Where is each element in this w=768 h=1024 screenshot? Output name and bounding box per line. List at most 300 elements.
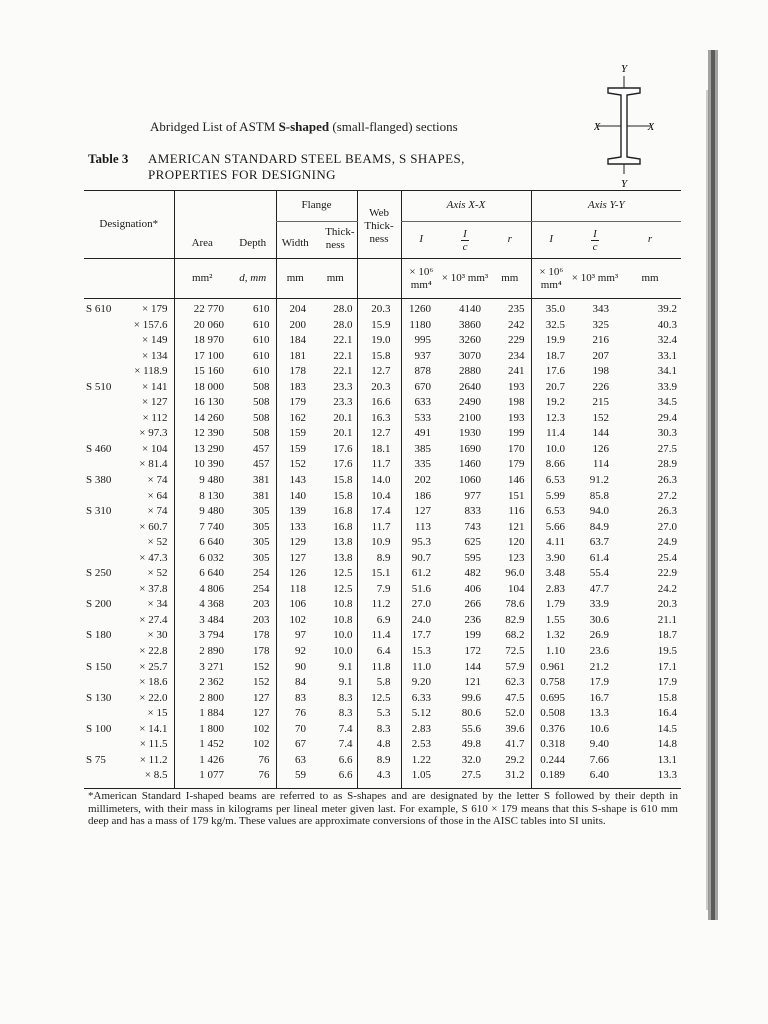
cell-y-ic: 84.9 bbox=[589, 520, 610, 533]
cell-y-ic: 10.6 bbox=[589, 722, 610, 735]
cell-y-r: 21.1 bbox=[657, 613, 678, 626]
designation-size: × 118.9 bbox=[134, 365, 168, 378]
cell-area: 12 390 bbox=[193, 427, 224, 440]
cell-x-ic: 80.6 bbox=[461, 707, 482, 720]
cell-x-ic: 977 bbox=[464, 489, 482, 502]
cell-x-ic: 1060 bbox=[459, 474, 482, 487]
cell-thickness: 20.1 bbox=[333, 427, 353, 440]
designation-cell bbox=[86, 535, 174, 551]
cell-area: 16 130 bbox=[193, 396, 224, 409]
cell-y-i: 0.961 bbox=[540, 660, 566, 673]
cell-y-r: 34.5 bbox=[657, 396, 678, 409]
cell-width: 118 bbox=[289, 582, 306, 595]
cell-y-i: 0.758 bbox=[540, 676, 566, 689]
cell-x-ic: 743 bbox=[464, 520, 482, 533]
cell-area: 1 452 bbox=[199, 738, 224, 751]
cell-area: 2 362 bbox=[199, 676, 224, 689]
header-y-i: I bbox=[531, 222, 571, 259]
cell-x-i: 937 bbox=[414, 349, 432, 362]
header-axis-yy: Axis Y-Y bbox=[531, 191, 681, 222]
cell-x-i: 27.0 bbox=[411, 598, 432, 611]
cell-area: 1 800 bbox=[199, 722, 224, 735]
cell-y-ic: 7.66 bbox=[589, 753, 610, 766]
cell-web: 15.9 bbox=[371, 318, 391, 331]
cell-x-i: 335 bbox=[414, 458, 432, 471]
cell-depth: 127 bbox=[253, 691, 270, 704]
cell-y-ic: 114 bbox=[592, 458, 610, 471]
cell-width: 126 bbox=[289, 567, 306, 580]
cell-x-i: 61.2 bbox=[411, 567, 432, 580]
cell-x-i: 6.33 bbox=[411, 691, 432, 704]
cell-depth: 305 bbox=[253, 520, 270, 533]
cell-depth: 610 bbox=[253, 349, 270, 362]
col-x-r bbox=[489, 299, 531, 789]
designation-cell bbox=[86, 473, 174, 489]
cell-width: 90 bbox=[295, 660, 306, 673]
designation-cell bbox=[86, 768, 174, 784]
cell-web: 10.9 bbox=[371, 536, 391, 549]
cell-width: 181 bbox=[289, 349, 306, 362]
cell-y-ic: 63.7 bbox=[589, 536, 610, 549]
cell-x-r: 39.6 bbox=[505, 722, 525, 735]
cell-thickness: 10.0 bbox=[333, 645, 353, 658]
cell-x-ic: 3260 bbox=[459, 334, 482, 347]
designation-size: × 179 bbox=[142, 303, 168, 315]
col-width bbox=[276, 299, 314, 789]
unit-width: mm bbox=[276, 259, 314, 299]
cell-web: 11.7 bbox=[371, 520, 391, 533]
cell-y-r: 28.9 bbox=[657, 458, 678, 471]
unit-y-r: mm bbox=[641, 271, 659, 284]
cell-thickness: 12.5 bbox=[333, 567, 353, 580]
cell-x-i: 15.3 bbox=[411, 645, 432, 658]
designation-size: × 27.4 bbox=[139, 613, 168, 626]
cell-y-ic: 144 bbox=[592, 427, 610, 440]
designation-size: × 34 bbox=[147, 598, 168, 611]
cell-thickness: 20.1 bbox=[333, 411, 353, 424]
cell-thickness: 12.5 bbox=[333, 582, 353, 595]
cell-y-i: 35.0 bbox=[545, 303, 566, 315]
cell-area: 22 770 bbox=[193, 303, 224, 315]
cell-x-ic: 27.5 bbox=[461, 769, 482, 782]
cell-y-r: 18.7 bbox=[657, 629, 678, 642]
cell-y-ic: 55.4 bbox=[589, 567, 610, 580]
cell-area: 4 806 bbox=[199, 582, 224, 595]
header-thickness bbox=[314, 222, 357, 259]
col-designation bbox=[84, 299, 174, 789]
cell-x-i: 95.3 bbox=[411, 536, 432, 549]
header-axis-xx: Axis X-X bbox=[401, 191, 531, 222]
col-x-ic bbox=[441, 299, 489, 789]
cell-web: 20.3 bbox=[371, 380, 391, 393]
cell-thickness: 17.6 bbox=[333, 458, 353, 471]
cell-x-ic: 199 bbox=[464, 629, 482, 642]
col-y-ic bbox=[571, 299, 619, 789]
designation-size: × 127 bbox=[142, 396, 168, 409]
cell-width: 159 bbox=[289, 442, 306, 455]
designation-size: × 52 bbox=[147, 536, 168, 549]
cell-width: 106 bbox=[289, 598, 306, 611]
cell-y-ic: 226 bbox=[592, 380, 610, 393]
cell-y-ic: 343 bbox=[592, 303, 610, 315]
cell-y-ic: 6.40 bbox=[589, 769, 610, 782]
cell-x-ic: 482 bbox=[464, 567, 482, 580]
header-web-thick-bottom: ness bbox=[369, 233, 389, 245]
cell-x-i: 385 bbox=[414, 442, 432, 455]
table-label: Table 3 bbox=[88, 151, 129, 166]
header-flange: Flange bbox=[276, 191, 357, 222]
cell-width: 70 bbox=[295, 722, 306, 735]
cell-y-i: 8.66 bbox=[545, 458, 566, 471]
cell-depth: 610 bbox=[253, 365, 270, 378]
beam-properties-table bbox=[84, 190, 681, 789]
cell-x-r: 41.7 bbox=[505, 738, 525, 751]
cell-y-r: 26.3 bbox=[657, 505, 678, 518]
cell-thickness: 22.1 bbox=[333, 334, 353, 347]
designation-cell bbox=[86, 675, 174, 691]
header-web-thick-top: Thick- bbox=[364, 220, 394, 232]
page-heading bbox=[150, 119, 458, 135]
cell-web: 10.4 bbox=[371, 489, 391, 502]
cell-width: 76 bbox=[295, 707, 306, 720]
cell-area: 20 060 bbox=[193, 318, 224, 331]
cell-x-r: 29.2 bbox=[505, 753, 525, 766]
cell-web: 5.8 bbox=[376, 676, 391, 689]
cell-width: 133 bbox=[289, 520, 306, 533]
cell-width: 83 bbox=[295, 691, 306, 704]
designation-size: × 11.2 bbox=[139, 753, 168, 766]
cell-x-r: 104 bbox=[508, 582, 525, 595]
cell-x-r: 47.5 bbox=[505, 691, 525, 704]
col-depth bbox=[230, 299, 276, 789]
cell-web: 16.6 bbox=[371, 396, 391, 409]
cell-y-i: 0.244 bbox=[540, 753, 566, 766]
designation-cell bbox=[86, 753, 174, 769]
cell-web: 12.7 bbox=[371, 365, 391, 378]
cell-area: 10 390 bbox=[193, 458, 224, 471]
unit-web bbox=[357, 259, 401, 299]
header-web bbox=[357, 191, 401, 259]
cell-width: 204 bbox=[289, 303, 306, 315]
cell-area: 18 000 bbox=[193, 380, 224, 393]
cell-thickness: 13.8 bbox=[333, 551, 353, 564]
cell-area: 18 970 bbox=[193, 334, 224, 347]
col-y-r bbox=[619, 299, 681, 789]
units-designation bbox=[84, 259, 174, 299]
header-y-ic bbox=[571, 222, 619, 259]
cell-width: 139 bbox=[289, 505, 306, 518]
cell-y-i: 2.83 bbox=[545, 582, 566, 595]
cell-y-r: 33.9 bbox=[657, 380, 678, 393]
heading-prefix: Abridged List of ASTM bbox=[150, 119, 279, 134]
cell-depth: 610 bbox=[253, 318, 270, 331]
cell-x-r: 193 bbox=[508, 411, 525, 424]
cell-x-ic: 833 bbox=[464, 505, 482, 518]
cell-y-r: 24.9 bbox=[657, 536, 678, 549]
cell-depth: 152 bbox=[253, 660, 270, 673]
designation-cell bbox=[86, 628, 174, 644]
header-y-ic-num: I bbox=[591, 228, 600, 241]
cell-thickness: 28.0 bbox=[333, 303, 353, 315]
designation-prefix: S 610 bbox=[86, 303, 112, 315]
designation-cell bbox=[86, 597, 174, 613]
cell-web: 11.8 bbox=[371, 660, 391, 673]
cell-x-i: 186 bbox=[414, 489, 432, 502]
cell-x-i: 2.83 bbox=[411, 722, 432, 735]
designation-size: × 52 bbox=[147, 567, 168, 580]
scan-edge-shadow bbox=[700, 50, 730, 920]
cell-x-r: 52.0 bbox=[505, 707, 525, 720]
cell-x-ic: 32.0 bbox=[461, 753, 482, 766]
header-area: Area bbox=[174, 191, 230, 259]
header-x-i: I bbox=[401, 222, 441, 259]
cell-y-ic: 26.9 bbox=[589, 629, 610, 642]
cell-x-ic: 2880 bbox=[459, 365, 482, 378]
cell-x-r: 57.9 bbox=[505, 660, 525, 673]
cell-thickness: 13.8 bbox=[333, 536, 353, 549]
cell-y-r: 32.4 bbox=[657, 334, 678, 347]
designation-size: × 22.0 bbox=[139, 691, 168, 704]
cell-y-ic: 16.7 bbox=[589, 691, 610, 704]
cell-area: 3 271 bbox=[199, 660, 224, 673]
cell-depth: 610 bbox=[253, 303, 270, 315]
cell-x-i: 1.05 bbox=[411, 769, 432, 782]
cell-thickness: 16.8 bbox=[333, 520, 353, 533]
unit-y-i: × 10⁶ mm⁴ bbox=[531, 259, 571, 299]
designation-size: × 81.4 bbox=[139, 458, 168, 471]
cell-y-r: 29.4 bbox=[657, 411, 678, 424]
cell-x-i: 9.20 bbox=[411, 676, 432, 689]
cell-x-ic: 121 bbox=[464, 676, 482, 689]
designation-cell bbox=[86, 660, 174, 676]
cell-width: 67 bbox=[295, 738, 306, 751]
designation-cell bbox=[86, 706, 174, 722]
cell-x-r: 241 bbox=[508, 365, 525, 378]
designation-cell bbox=[86, 318, 174, 334]
cell-area: 6 640 bbox=[199, 567, 224, 580]
cell-x-i: 127 bbox=[414, 505, 432, 518]
designation-cell bbox=[86, 411, 174, 427]
designation-size: × 104 bbox=[142, 442, 168, 455]
cell-thickness: 6.6 bbox=[338, 753, 353, 766]
cell-y-i: 12.3 bbox=[545, 411, 566, 424]
heading-suffix: (small-flanged) sections bbox=[329, 119, 458, 134]
cell-depth: 152 bbox=[253, 676, 270, 689]
designation-prefix: S 250 bbox=[86, 567, 112, 580]
cell-y-ic: 216 bbox=[592, 334, 610, 347]
cell-thickness: 23.3 bbox=[333, 380, 353, 393]
cell-y-ic: 152 bbox=[592, 411, 610, 424]
designation-size: × 97.3 bbox=[139, 427, 168, 440]
cell-web: 7.9 bbox=[376, 582, 391, 595]
designation-prefix: S 460 bbox=[86, 442, 112, 455]
cell-web: 19.0 bbox=[371, 334, 391, 347]
cell-x-r: 170 bbox=[508, 442, 525, 455]
cell-y-r: 15.8 bbox=[657, 691, 678, 704]
cell-area: 3 794 bbox=[199, 629, 224, 642]
cell-y-i: 0.508 bbox=[540, 707, 566, 720]
designation-cell bbox=[86, 333, 174, 349]
header-web-label: Web bbox=[369, 207, 389, 219]
cell-y-ic: 47.7 bbox=[589, 582, 610, 595]
cell-x-ic: 1930 bbox=[459, 427, 482, 440]
cell-x-i: 491 bbox=[414, 427, 432, 440]
cell-thickness: 23.3 bbox=[333, 396, 353, 409]
designation-cell bbox=[86, 504, 174, 520]
cell-y-r: 14.8 bbox=[657, 738, 678, 751]
cell-y-i: 18.7 bbox=[545, 349, 566, 362]
cell-y-r: 33.1 bbox=[657, 349, 678, 362]
designation-size: × 134 bbox=[142, 349, 168, 362]
cell-y-ic: 91.2 bbox=[589, 474, 610, 487]
cell-width: 159 bbox=[289, 427, 306, 440]
cell-x-ic: 2100 bbox=[459, 411, 482, 424]
cell-y-i: 1.32 bbox=[545, 629, 566, 642]
cell-web: 5.3 bbox=[376, 707, 391, 720]
cell-web: 6.4 bbox=[376, 645, 391, 658]
cell-area: 1 426 bbox=[199, 753, 224, 766]
cell-x-r: 96.0 bbox=[505, 567, 525, 580]
col-area bbox=[174, 299, 230, 789]
cell-area: 14 260 bbox=[193, 411, 224, 424]
designation-size: × 8.5 bbox=[144, 769, 168, 782]
cell-x-i: 90.7 bbox=[411, 551, 432, 564]
cell-web: 17.4 bbox=[371, 505, 391, 518]
cell-x-ic: 1690 bbox=[459, 442, 482, 455]
fig-x-right: X bbox=[647, 121, 654, 133]
cell-y-r: 17.1 bbox=[657, 660, 678, 673]
cell-x-ic: 236 bbox=[464, 613, 482, 626]
cell-y-ic: 215 bbox=[592, 396, 610, 409]
cell-x-ic: 99.6 bbox=[461, 691, 482, 704]
cell-depth: 508 bbox=[253, 427, 270, 440]
header-x-ic-den: c bbox=[462, 240, 468, 253]
cell-web: 15.8 bbox=[371, 349, 391, 362]
cell-y-ic: 94.0 bbox=[589, 505, 610, 518]
cell-depth: 508 bbox=[253, 396, 270, 409]
cell-x-i: 533 bbox=[414, 411, 432, 424]
cell-y-r: 13.1 bbox=[657, 753, 678, 766]
cell-x-i: 1.22 bbox=[411, 753, 432, 766]
cell-width: 102 bbox=[289, 613, 306, 626]
cell-y-i: 19.2 bbox=[545, 396, 566, 409]
designation-cell bbox=[86, 566, 174, 582]
designation-size: × 18.6 bbox=[139, 676, 168, 689]
cell-y-ic: 21.2 bbox=[589, 660, 610, 673]
designation-size: × 37.8 bbox=[139, 582, 168, 595]
cell-web: 16.3 bbox=[371, 411, 391, 424]
designation-cell bbox=[86, 489, 174, 505]
designation-cell bbox=[86, 442, 174, 458]
cell-thickness: 9.1 bbox=[338, 660, 353, 673]
designation-size: × 11.5 bbox=[139, 738, 168, 751]
cell-y-i: 1.79 bbox=[545, 598, 566, 611]
cell-y-ic: 17.9 bbox=[589, 676, 610, 689]
designation-size: × 22.8 bbox=[139, 645, 168, 658]
header-x-r: r bbox=[507, 233, 512, 246]
designation-size: × 25.7 bbox=[139, 660, 168, 673]
cell-y-r: 27.0 bbox=[657, 520, 678, 533]
cell-y-ic: 13.3 bbox=[589, 707, 610, 720]
designation-cell bbox=[86, 349, 174, 365]
designation-prefix: S 100 bbox=[86, 722, 112, 735]
unit-x-ic: × 10³ mm³ bbox=[441, 272, 489, 284]
cell-y-i: 3.90 bbox=[545, 551, 566, 564]
unit-thickness: mm bbox=[326, 271, 344, 284]
cell-y-ic: 9.40 bbox=[589, 738, 610, 751]
cell-y-r: 20.3 bbox=[657, 598, 678, 611]
cell-width: 140 bbox=[289, 489, 306, 502]
cell-web: 11.4 bbox=[371, 629, 391, 642]
fig-y-top: Y bbox=[620, 63, 628, 75]
cell-web: 15.1 bbox=[371, 567, 391, 580]
cell-depth: 76 bbox=[258, 753, 270, 766]
cell-x-i: 995 bbox=[414, 334, 432, 347]
header-x-ic bbox=[441, 222, 489, 259]
designation-prefix: S 510 bbox=[86, 380, 112, 393]
designation-size: × 15 bbox=[147, 707, 168, 720]
cell-x-i: 24.0 bbox=[411, 613, 432, 626]
cell-y-r: 25.4 bbox=[657, 551, 678, 564]
cell-area: 8 130 bbox=[199, 489, 224, 502]
cell-depth: 305 bbox=[253, 551, 270, 564]
cell-width: 178 bbox=[289, 365, 306, 378]
cell-x-i: 5.12 bbox=[411, 707, 432, 720]
cell-x-i: 878 bbox=[414, 365, 432, 378]
cell-x-ic: 49.8 bbox=[461, 738, 482, 751]
cell-web: 11.2 bbox=[371, 598, 391, 611]
cell-thickness: 22.1 bbox=[333, 365, 353, 378]
ibeam-section-icon bbox=[594, 60, 654, 190]
cell-x-r: 78.6 bbox=[505, 598, 525, 611]
designation-prefix: S 380 bbox=[86, 474, 112, 487]
cell-y-ic: 325 bbox=[592, 318, 610, 331]
designation-cell bbox=[86, 691, 174, 707]
designation-cell bbox=[86, 551, 174, 567]
cell-x-r: 62.3 bbox=[505, 676, 525, 689]
cell-area: 9 480 bbox=[199, 474, 224, 487]
cell-x-i: 2.53 bbox=[411, 738, 432, 751]
footnote: *American Standard I-shaped beams are referred to as S-shapes and are designated by the letter S followed by their depth in millimeters, with their mass in kilograms per lineal meter given last. For example, S 610 × 179 means that this S-shape is 610 mm deep and has a mass of 179 kg/m. These values are approximate conversions of those in the AISC tables into SI units. bbox=[88, 790, 678, 827]
designation-size: × 157.6 bbox=[133, 318, 168, 331]
header-thickness-top: Thick- bbox=[325, 226, 355, 238]
cell-y-i: 10.0 bbox=[545, 442, 566, 455]
cell-thickness: 7.4 bbox=[338, 738, 353, 751]
cell-y-i: 17.6 bbox=[545, 365, 566, 378]
cell-thickness: 28.0 bbox=[333, 318, 353, 331]
cell-width: 59 bbox=[295, 769, 306, 782]
cell-y-ic: 198 bbox=[592, 365, 610, 378]
cell-width: 63 bbox=[295, 753, 306, 766]
cell-web: 14.0 bbox=[371, 474, 391, 487]
cell-thickness: 16.8 bbox=[333, 505, 353, 518]
cell-width: 84 bbox=[295, 676, 306, 689]
cell-width: 162 bbox=[289, 411, 306, 424]
unit-area: mm² bbox=[174, 259, 230, 299]
designation-prefix: S 130 bbox=[86, 691, 112, 704]
cell-width: 97 bbox=[295, 629, 306, 642]
cell-x-r: 121 bbox=[508, 520, 525, 533]
cell-web: 4.3 bbox=[376, 769, 391, 782]
cell-width: 179 bbox=[289, 396, 306, 409]
designation-cell bbox=[86, 380, 174, 396]
cell-depth: 305 bbox=[253, 505, 270, 518]
designation-cell bbox=[86, 395, 174, 411]
cell-x-r: 120 bbox=[508, 536, 525, 549]
cell-x-r: 199 bbox=[508, 427, 525, 440]
col-web bbox=[357, 299, 401, 789]
cell-depth: 127 bbox=[253, 707, 270, 720]
